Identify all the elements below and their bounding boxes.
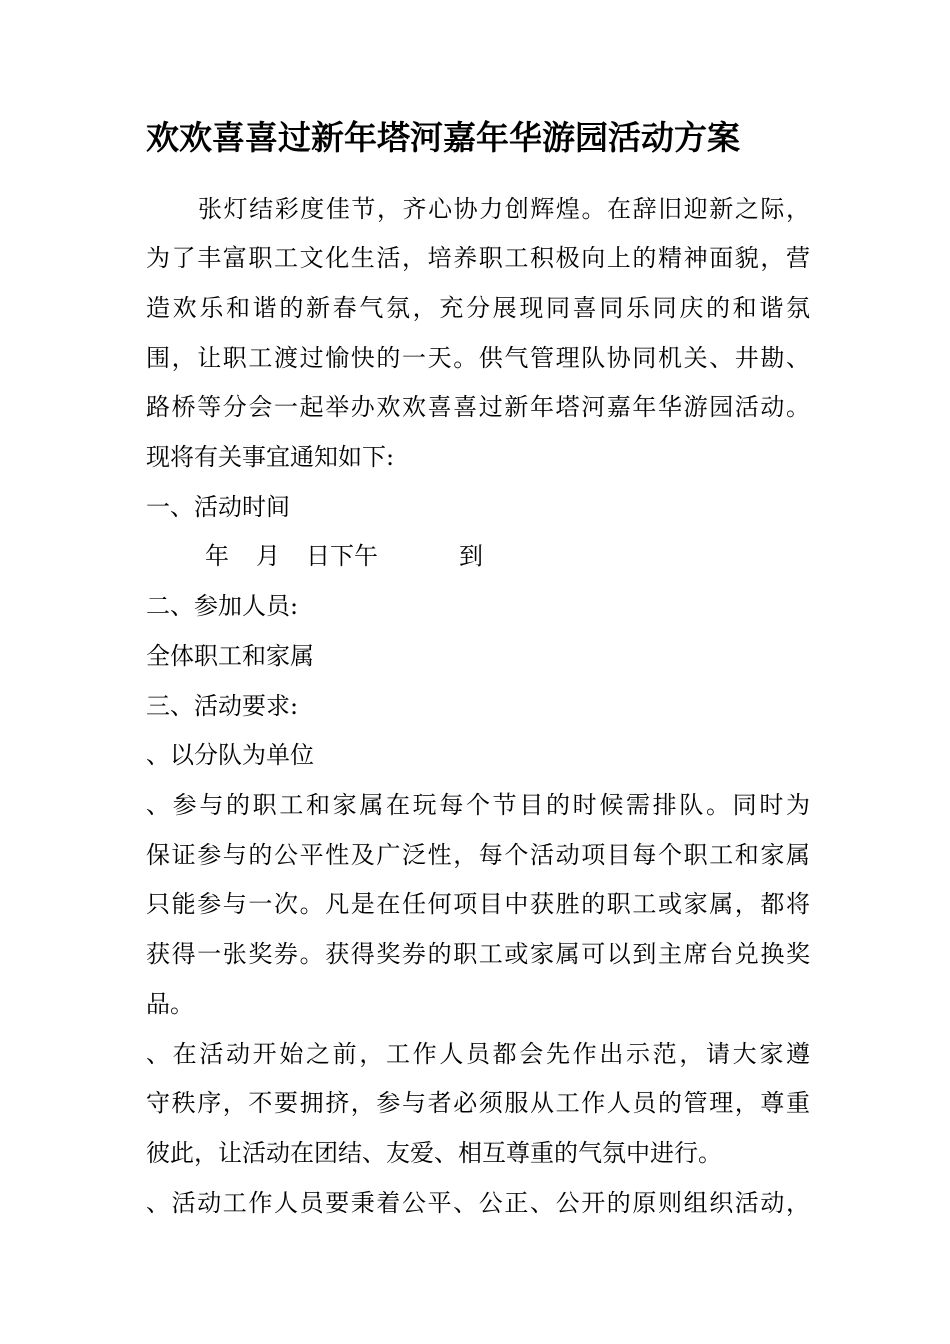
- requirement-4-line-1: 、活动工作人员要秉着公平、公正、公开的原则组织活动，: [146, 1189, 810, 1217]
- intro-line-4: 围，让职工渡过愉快的一天。供气管理队协同机关、井勘、: [146, 344, 810, 372]
- participants-body: 全体职工和家属: [146, 642, 314, 670]
- requirement-1: 、以分队为单位: [146, 741, 314, 769]
- intro-line-1: 张灯结彩度佳节，齐心协力创辉煌。在辞旧迎新之际，: [198, 195, 810, 223]
- intro-line-2: 为了丰富职工文化生活，培养职工积极向上的精神面貌，营: [146, 244, 810, 272]
- section-heading-requirements: 三、活动要求:: [146, 692, 299, 720]
- date-day-afternoon: 日下午: [306, 542, 378, 570]
- date-year: 年: [205, 542, 229, 570]
- requirement-2-line-1: 、参与的职工和家属在玩每个节目的时候需排队。同时为: [146, 791, 810, 819]
- requirement-3-line-3: 彼此，让活动在团结、友爱、相互尊重的气氛中进行。: [146, 1139, 722, 1167]
- requirement-2-line-4: 获得一张奖券。获得奖券的职工或家属可以到主席台兑换奖: [146, 940, 810, 968]
- intro-line-5: 路桥等分会一起举办欢欢喜喜过新年塔河嘉年华游园活动。: [146, 393, 810, 421]
- intro-line-3: 造欢乐和谐的新春气氛，充分展现同喜同乐同庆的和谐氛: [146, 294, 810, 322]
- requirement-2-line-5: 品。: [146, 990, 194, 1018]
- date-month: 月: [256, 542, 280, 570]
- requirement-3-line-2: 守秩序，不要拥挤，参与者必须服从工作人员的管理，尊重: [146, 1089, 810, 1117]
- section-heading-participants: 二、参加人员:: [146, 592, 299, 620]
- section-heading-time: 一、活动时间: [146, 493, 290, 521]
- requirement-2-line-2: 保证参与的公平性及广泛性，每个活动项目每个职工和家属: [146, 841, 810, 869]
- requirement-3-line-1: 、在活动开始之前，工作人员都会先作出示范，请大家遵: [146, 1040, 810, 1068]
- date-to: 到: [459, 542, 483, 570]
- document-title: 欢欢喜喜过新年塔河嘉年华游园活动方案: [146, 118, 740, 157]
- intro-line-6: 现将有关事宜通知如下:: [146, 443, 395, 471]
- requirement-2-line-3: 只能参与一次。凡是在任何项目中获胜的职工或家属，都将: [146, 890, 810, 918]
